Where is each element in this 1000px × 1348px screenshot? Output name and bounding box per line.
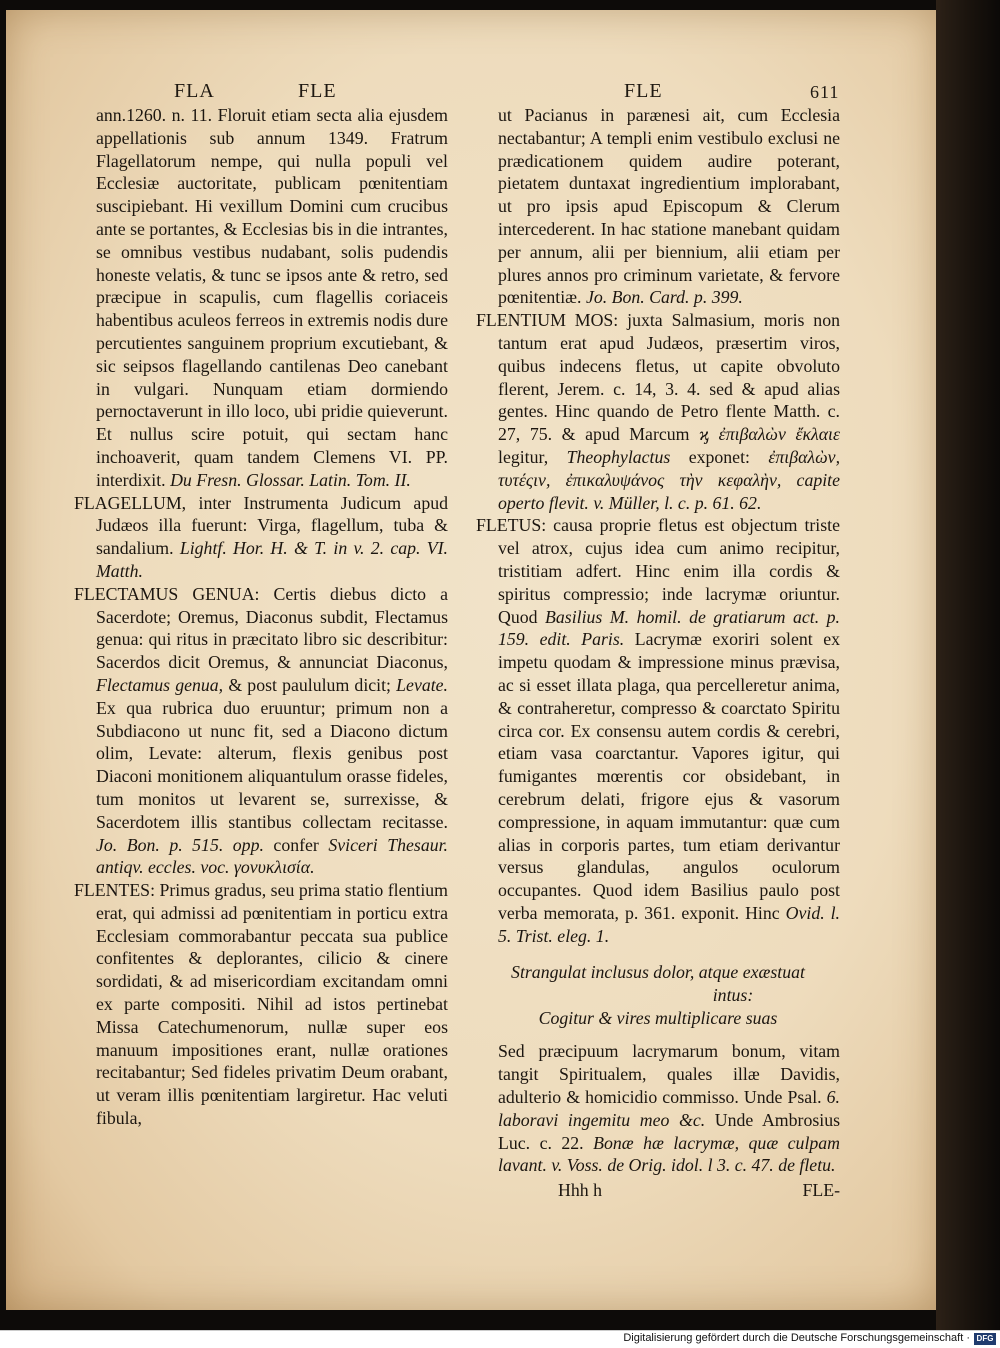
right-column — [476, 104, 840, 1203]
entry-flectamus-genua: FLECTAMUS GENUA: Certis diebus dicto a Sacerdote; Oremus, Diaconus subdit, Flectamus genua: qui ritus in præcitato libro sic describitur: Sacerdos dicit Oremus, & annunciat Diaconus, Flectamus genua, & post paululum dicit; Levate. Ex qua rubrica duo eruuntur; primum non a Subdiacono ut nunc fit, sed a Diacono dictum olim, Levate: alterum, flexis genibus post Diaconi monitionem aliquantulum orasse fideles, tum monitos ut levarent se, surrexisse, & Sacerdotem illis stantibus collectam recitasse. Jo. Bon. p. 515. opp. confer Sviceri Thesaur. antiqv. eccles. voc. γονυκλισία. — [74, 583, 448, 878]
verse-line: intus: — [712, 985, 754, 1006]
reference: v. Müller, l. c. p. 61. 62. — [593, 492, 762, 513]
entry-flentes: FLENTES: Primus gradus, seu prima statio flentium erat, qui admissi ad pœnitentiam in porticu extra Ecclesiam commorabantur peccata sua publice confitentes & deplorantes, cilicio & cinere sordidati, & ad misericordiam excitandam omni ex parte compositi. Nihil ad istos pertinebat Missa Catechumenorum, nullæ super eos manuum impositiones erant, nullæ orationes recitabantur; Sed fideles privatim Deum orabant, ut veram illis pœnitentiam largiretur. Hac veluti fibula, — [74, 880, 448, 1129]
entry-fletus: FLETUS: causa proprie fletus est objectum triste vel atrox, cujus idea cum animo recipitur, tristitiam adfert. Hinc enim illa cordis & spiritus compressio; inde lacrymæ oriuntur. Quod Basilius M. homil. de gratiarum act. p. 159. edit. Paris. Lacrymæ exoriri solent ex impetu quodam & impressione minus prævisa, ac si esset illata plaga, qua percelleretur anima, & contraheretur, compresso & coarctato Spiritu circa cor. Ex consensu autem cordis & cerebri, etiam vasa coarctantur. Vapores igitur, qui fumigantes mœrentis cor obsidebant, in cerebrum delati, frigore ejus & vasorum compressione, in aquam immutantur: quæ cum alias in corporis partes, tum etiam derivantur versus glandulas, angulos oculorum occupantes. Quod idem Basilius paulo post verba memorata, p. 361. exponit. Hinc Ovid. l. 5. Trist. eleg. 1. — [476, 515, 841, 946]
reference: Ovid. l. 5. Trist. eleg. 1. — [498, 902, 841, 946]
left-column — [74, 104, 448, 1130]
greek-text: ϗ ἐπιβαλὼν ἔκλαιε — [699, 424, 840, 445]
reference: Lightf. Hor. H. & T. in v. 2. cap. VI. Matth. — [96, 538, 448, 581]
headword: FLAGELLUM, — [74, 492, 187, 513]
running-head-left-a: FLA — [174, 80, 215, 102]
digitization-footer — [0, 1330, 1000, 1348]
signature-line — [476, 1179, 840, 1203]
reference: Du Fresn. Glossar. Latin. Tom. II. — [170, 469, 411, 490]
running-head-left-b: FLE — [298, 80, 337, 102]
catchword: FLE- — [802, 1180, 840, 1201]
page-number: 611 — [810, 82, 840, 102]
reference: Sviceri Thesaur. antiqv. eccles. voc. γονυκλισία. — [96, 834, 448, 878]
reference: Basilius M. homil. de gratiarum act. p. 159. edit. Paris. — [498, 606, 840, 650]
reference: Jo. Bon. p. 515. opp. — [96, 834, 264, 855]
reference: v. Voss. de Orig. idol. l 3. c. 47. de fletu. — [551, 1155, 836, 1176]
verse-line: Strangulat inclusus dolor, atque exæstuat — [511, 962, 805, 983]
dfg-logo: DFG — [974, 1333, 996, 1345]
ovid-quotation — [476, 961, 840, 1030]
flentes-continuation: ut Pacianus in parænesi ait, cum Ecclesia nectabantur; A templi enim vestibulo exclusi ne prædicationem quidem audire poterant, pietatem duntaxat ingredientium implorabant, ut pro ipsis apud Episcopum & Clerum intercederent. In hac statione manebant quidam per annum, alii per biennium, alii etiam per plures annos pro criminum varietate, & fervore pœnitentiæ. Jo. Bon. Card. p. 399. — [498, 105, 840, 308]
running-head-right: FLE — [624, 80, 663, 102]
headword: FLENTIUM MOS: — [476, 310, 619, 331]
scanned-book-page — [6, 10, 936, 1310]
flagellatores-continuation: ann.1260. n. 11. Floruit etiam secta alia ejusdem appellationis sub annum 1349. Fratrum Flagellatorum nempe, qui nulla populi vel Ecclesiæ auctoritate, publicam pœnitentiam suscipiebant. Hi vexillum Domini cum crucibus ante se portantes, & Ecclesias bis in die intrantes, se omnibus vestibus nudabant, solis pudendis honeste velatis, & tunc se ipsos ante & retro, sed præcipue in scapulis, cum flagellis coriaceis habentibus aculeos ferreos in extremis nodis dure percutientes sanguinem proprium excutiebant, & sic seipsos flagellando cantilenas Deo canebant in vulgari. Nunquam etiam dormiendo pernoctaverunt in illo loco, ubi pridie quieverunt. Et nullus scire potuit, qui sectam hanc inchoaverit, quam tandem Clemens VI. PP. interdixit. Du Fresn. Glossar. Latin. Tom. II. — [96, 105, 448, 490]
scan-background-edge — [936, 0, 1000, 1330]
signature-mark: Hhh h — [558, 1180, 602, 1201]
headword: FLETUS: — [476, 515, 547, 536]
footer-credit: Digitalisierung gefördert durch die Deutsche Forschungsgemeinschaft · — [623, 1332, 970, 1344]
entry-flentium-mos: FLENTIUM MOS: juxta Salmasium, moris non tantum erat apud Judæos, præsertim viros, quibus indecens fletus, ut capite obvoluto flerent, Jerem. c. 14, 3. 4. sed & apud alias gentes. Hinc quando de Petro flente Matth. c. 27, 75. & apud Marcum ϗ ἐπιβαλὼν ἔκλαιε legitur, Theophylactus exponet: ἐπιβαλὼν, τυτέςιν, ἐπικαλυψάνος τὴν κεφαλὴν, capite operto flevit. v. Müller, l. c. p. 61. 62. — [476, 310, 841, 513]
reference: Jo. Bon. Card. p. 399. — [585, 287, 743, 308]
headword: FLECTAMUS GENUA: — [74, 583, 260, 604]
verse-line: Cogitur & vires multiplicare suas — [538, 1008, 778, 1029]
paragraph-sed: Sed præcipuum lacrymarum bonum, vitam tangit Spiritualem, quales illæ Davidis, adulterio & homicidio commisso. Unde Psal. 6. laboravi ingemitu meo &c. Unde Ambrosius Luc. c. 22. Bonæ hæ lacrymæ, quæ culpam lavant. v. Voss. de Orig. idol. l 3. c. 47. de fletu. — [498, 1041, 841, 1176]
headword: FLENTES: — [74, 880, 156, 901]
greek-text: ἐπιβαλὼν, τυτέςιν, ἐπικαλυψάνος τὴν κεφαλὴν, — [498, 446, 841, 490]
entry-flagellum: FLAGELLUM, inter Instrumenta Judicum apud Judæos illa fuerunt: Virga, flagellum, tuba & sandalium. Lightf. Hor. H. & T. in v. 2. cap. VI. Matth. — [74, 492, 448, 581]
